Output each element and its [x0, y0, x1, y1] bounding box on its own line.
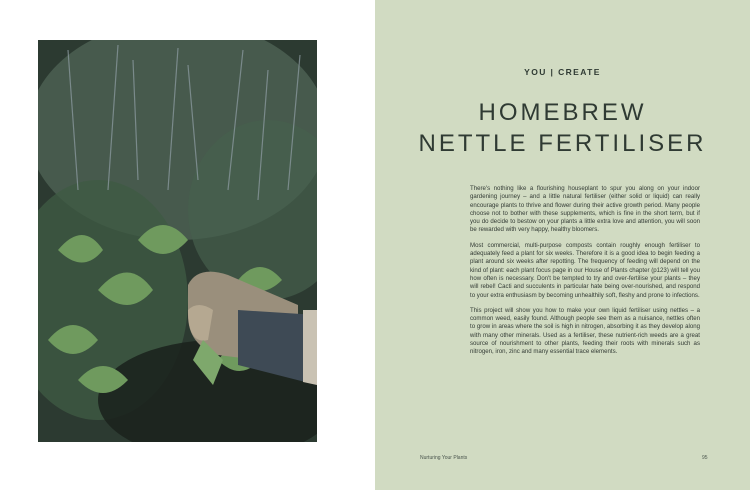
- nettle-harvest-photo: [38, 40, 317, 442]
- article-body: [470, 185, 700, 364]
- article-title: [375, 97, 750, 159]
- paragraph: This project will show you how to make your own liquid fertiliser using nettles – a common weed, easily found. Although people see them as a nuisance, nettles often to grow in areas where the soil is high in nitrogen, absorbing it as they develop along with many other minerals. Used as a fertiliser, these nutrient-rich weeds are a great source of nourishment to other plants, feeding their roots with minerals such as nitrogen, iron, zinc and many essential trace elements.: [470, 306, 700, 356]
- section-kicker: YOU | CREATE: [524, 67, 601, 77]
- paragraph: Most commercial, multi-purpose composts contain roughly enough fertiliser to adequately feed a plant for six weeks. Therefore it is a good idea to begin feeding a plant around six weeks after repotting. The frequency of feeding will depend on the kind of plant: each plant focus page in our House of Plants chapter (p123) will tell you how often is necessary. Don't be tempted to try and over-fertilise your plants – they will rebel! Cacti and succulents in particular hate being over-nourished, and respond to your extra enthusiasm by becoming unhealthily soft, fleshy and prone to infections.: [470, 241, 701, 299]
- title-line-1: HOMEBREW: [478, 99, 647, 126]
- paragraph: There's nothing like a flourishing houseplant to spur you along on your indoor gardening journey – and a little natural fertiliser (either solid or liquid) can really encourage plants to thrive and flower during their active growth period. Many people choose not to bother with these supplements, which is fine in the short term, but if you do decide to bestow on your plants a little extra love and attention, you will soon be rewarded with very happy, healthy bloomers.: [470, 185, 700, 234]
- running-footer: Nurturing Your Plants: [420, 455, 468, 461]
- photo-illustration: [38, 40, 317, 442]
- page-number: 95: [702, 455, 708, 461]
- title-line-2: NETTLE FERTILISER: [418, 130, 707, 157]
